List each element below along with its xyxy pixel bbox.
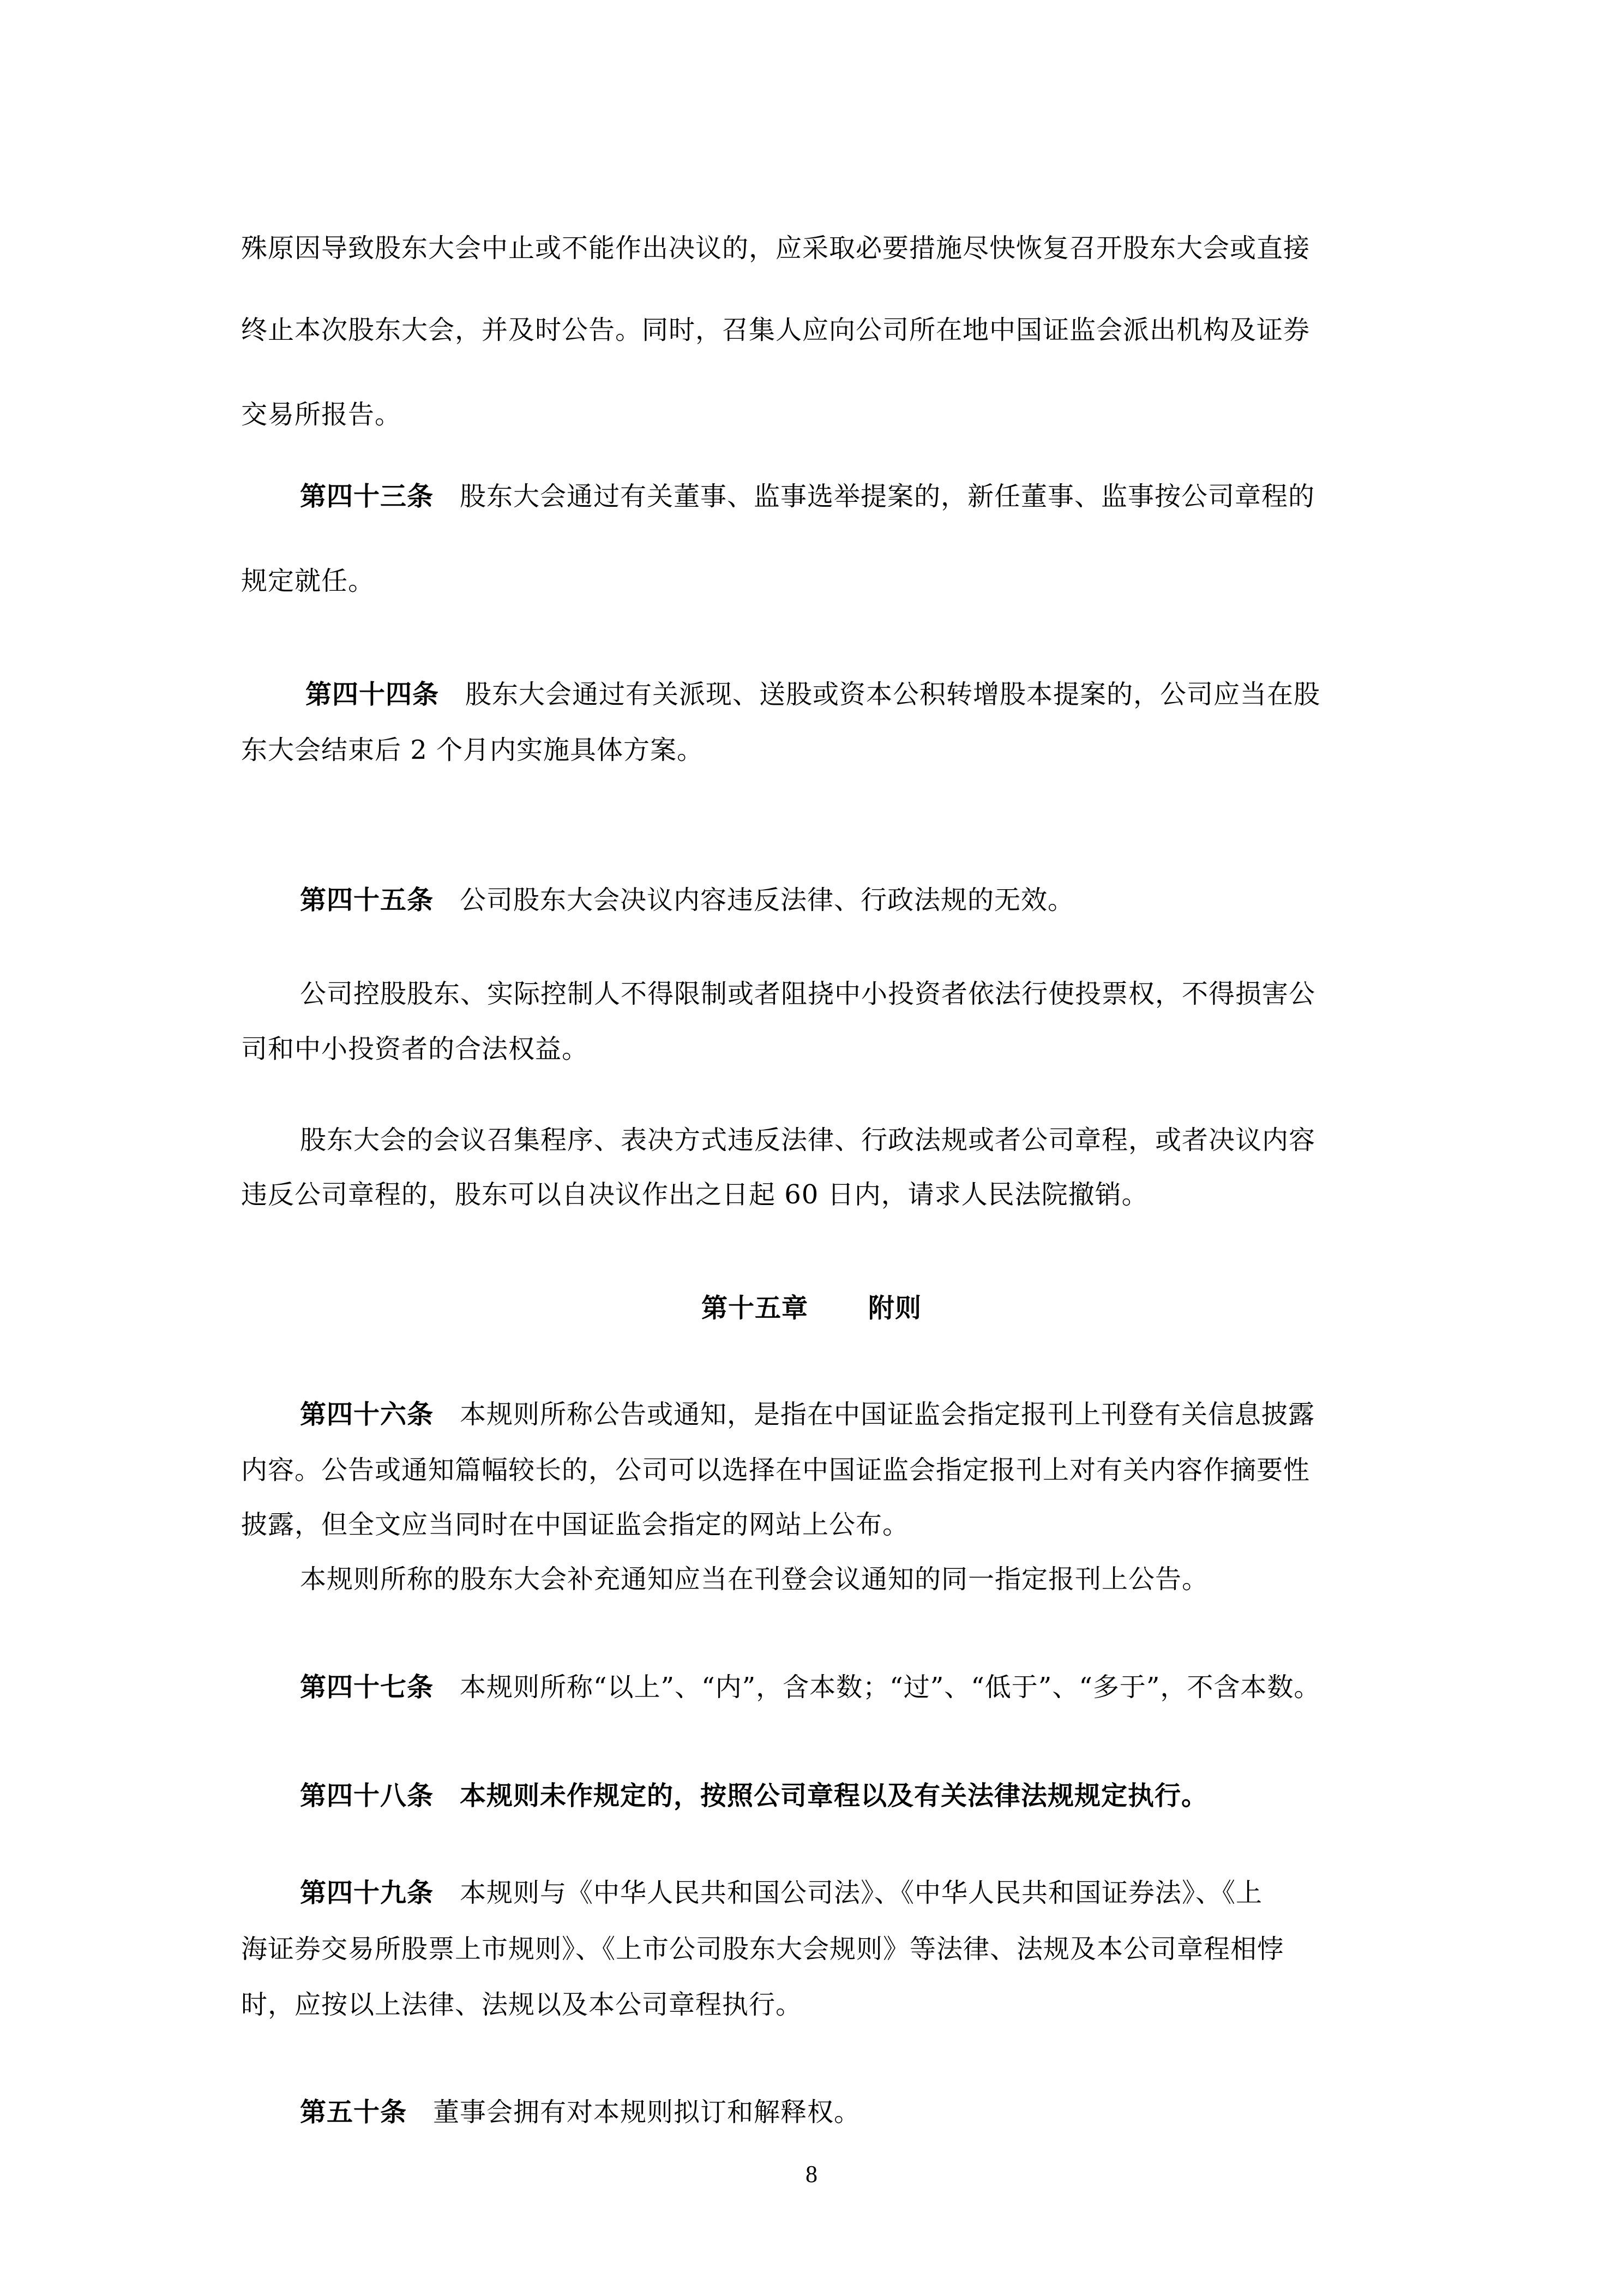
article-47: [300, 1671, 1397, 1704]
article-text: 公司股东大会决议内容违反法律、行政法规的无效。: [460, 885, 1075, 915]
article-45: [300, 884, 1397, 916]
paragraph-line: 违反公司章程的，股东可以自决议作出之日起 60 日内，请求人民法院撤销。: [241, 1179, 1149, 1210]
article-43: [300, 480, 1397, 513]
paragraph-line: 交易所报告。: [241, 399, 402, 430]
paragraph-line: 披露，但全文应当同时在中国证监会指定的网站上公布。: [241, 1509, 910, 1540]
article-44: [305, 678, 1397, 711]
chapter-heading: [0, 1292, 1623, 1324]
article-text: 本规则所称公告或通知，是指在中国证监会指定报刊上刊登有关信息披露: [460, 1399, 1315, 1430]
article-heading: 第五十条: [300, 2097, 407, 2127]
chapter-title: 附则: [868, 1293, 922, 1323]
paragraph-line: 规定就任。: [241, 566, 375, 596]
article-heading: 第四十五条: [300, 885, 434, 915]
paragraph-line: 本规则所称的股东大会补充通知应当在刊登会议通知的同一指定报刊上公告。: [300, 1564, 1209, 1594]
paragraph-line: 内容。公告或通知篇幅较长的，公司可以选择在中国证监会指定报刊上对有关内容作摘要性: [241, 1455, 1311, 1485]
article-text: 股东大会通过有关董事、监事选举提案的，新任董事、监事按公司章程的: [460, 481, 1315, 512]
article-heading: 第四十四条: [305, 679, 440, 710]
article-text: 本规则所称“以上”、“内”，含本数；“过”、“低于”、“多于”，不含本数。: [460, 1672, 1321, 1702]
article-46: [300, 1398, 1397, 1431]
paragraph-line: 股东大会的会议召集程序、表决方式违反法律、行政法规或者公司章程，或者决议内容: [300, 1125, 1316, 1155]
article-50: [300, 2096, 1397, 2129]
paragraph-line: 海证券交易所股票上市规则》、《上市公司股东大会规则》等法律、法规及本公司章程相悖: [241, 1934, 1284, 1964]
paragraph-line: 公司控股股东、实际控制人不得限制或者阻挠中小投资者依法行使投票权，不得损害公: [300, 979, 1316, 1009]
article-heading: 第四十三条: [300, 481, 434, 512]
paragraph-line: 时，应按以上法律、法规以及本公司章程执行。: [241, 1989, 803, 2020]
paragraph-line: 司和中小投资者的合法权益。: [241, 1034, 589, 1064]
article-heading: 第四十八条: [300, 1781, 434, 1811]
paragraph-line: 殊原因导致股东大会中止或不能作出决议的，应采取必要措施尽快恢复召开股东大会或直接: [241, 233, 1311, 263]
article-text: 本规则未作规定的，按照公司章程以及有关法律法规规定执行。: [460, 1781, 1209, 1811]
paragraph-line: 东大会结束后 2 个月内实施具体方案。: [241, 735, 704, 765]
article-text: 董事会拥有对本规则拟订和解释权。: [433, 2097, 861, 2127]
article-heading: 第四十六条: [300, 1399, 434, 1430]
article-heading: 第四十九条: [300, 1878, 434, 1908]
article-48: [300, 1779, 1397, 1812]
article-text: 本规则与《中华人民共和国公司法》、《中华人民共和国证券法》、《上: [460, 1878, 1263, 1908]
page-number: 8: [806, 2161, 817, 2187]
article-heading: 第四十七条: [300, 1672, 434, 1702]
article-text: 股东大会通过有关派现、送股或资本公积转增股本提案的，公司应当在股: [465, 679, 1321, 710]
paragraph-line: 终止本次股东大会，并及时公告。同时，召集人应向公司所在地中国证监会派出机构及证券: [241, 315, 1311, 345]
article-49: [300, 1877, 1397, 1909]
chapter-number: 第十五章: [701, 1293, 808, 1323]
